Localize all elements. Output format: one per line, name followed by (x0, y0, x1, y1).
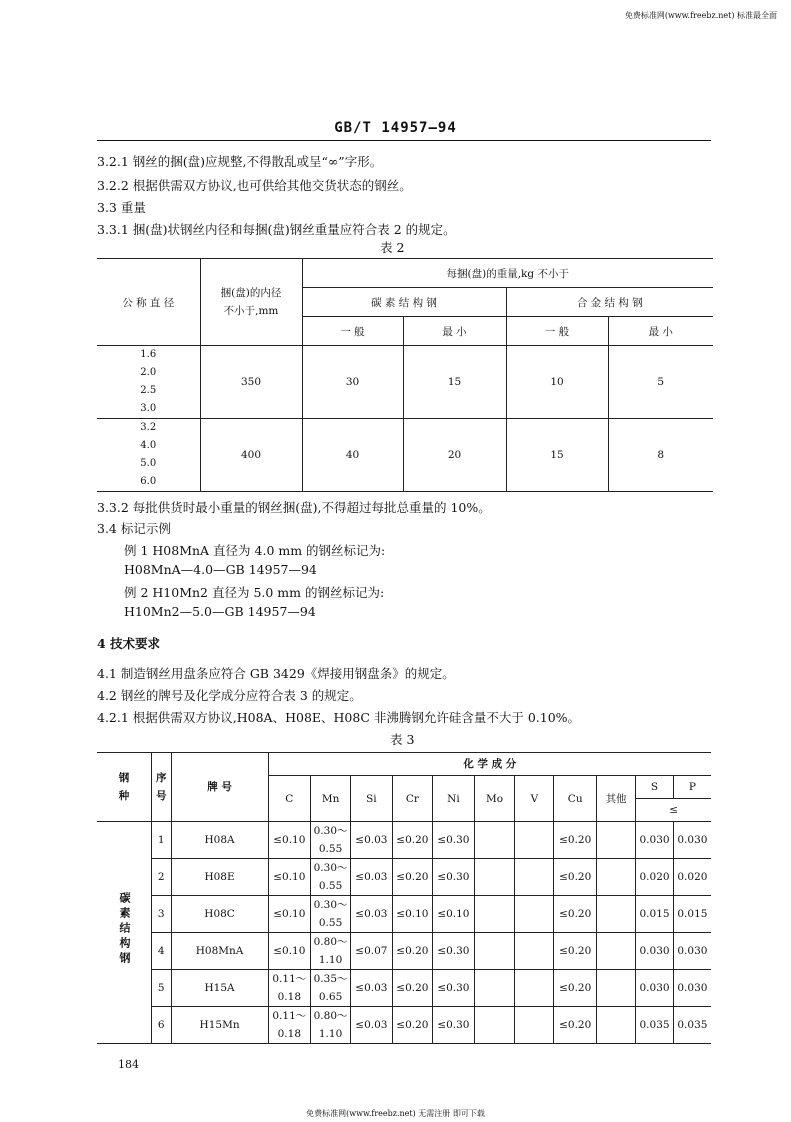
steel-kind-label: 碳素结构钢 (118, 892, 131, 967)
para-4-1: 4.1 制造钢丝用盘条应符合 GB 3429《焊接用钢盘条》的规定。 (97, 666, 455, 681)
other (596, 933, 635, 970)
th-s: S (636, 776, 674, 799)
carbon-general: 30 (302, 346, 403, 419)
si: ≤0.03 (351, 896, 393, 933)
table-row (97, 859, 711, 896)
para-4-2-1: 4.2.1 根据供需双方协议,H08A、H08E、H08C 非沸腾钢允许硅含量不大于 0.10%。 (97, 710, 581, 725)
table-row (97, 419, 713, 492)
mo (474, 970, 515, 1007)
alloy-general: 15 (506, 419, 608, 492)
diameter-list: 3.2 4.0 5.0 6.0 (97, 419, 200, 492)
v (515, 970, 554, 1007)
th-inner-diameter: 捆(盘)的内径 不小于,mm (200, 259, 302, 346)
th-cu: Cu (554, 776, 596, 822)
example-1: 例 1 H08MnA 直径为 4.0 mm 的钢丝标记为: (124, 543, 386, 558)
example-2-mark: H10Mn2—5.0—GB 14957—94 (124, 604, 316, 619)
s: 0.030 (636, 933, 674, 970)
other (596, 859, 635, 896)
table-row (97, 346, 713, 419)
grade: H08E (171, 859, 268, 896)
th-serial-no: 序 号 (152, 753, 172, 822)
cr: ≤0.20 (392, 970, 433, 1007)
si: ≤0.03 (351, 1007, 393, 1044)
c: ≤0.10 (268, 933, 310, 970)
heading-3-4: 3.4 标记示例 (97, 521, 171, 536)
th-ni: Ni (433, 776, 475, 822)
mn: 0.30～ 0.55 (311, 859, 351, 896)
mn: 0.35～ 0.65 (311, 970, 351, 1007)
mn: 0.30～ 0.55 (311, 822, 351, 859)
page-number: 184 (118, 1058, 139, 1071)
cu: ≤0.20 (554, 1007, 596, 1044)
header-note: 免费标准网(www.freebz.net) 标准最全面 (624, 11, 777, 20)
grade: H08MnA (171, 933, 268, 970)
serial-no: 1 (152, 822, 172, 859)
table-row (97, 1007, 711, 1044)
cr: ≤0.20 (392, 933, 433, 970)
cr: ≤0.20 (392, 1007, 433, 1044)
other (596, 970, 635, 1007)
th-carbon-min: 最 小 (403, 317, 506, 346)
th-other: 其他 (596, 776, 635, 822)
alloy-min: 5 (608, 346, 713, 419)
serial-no: 5 (152, 970, 172, 1007)
th-alloy-steel: 合 金 结 构 钢 (506, 288, 713, 317)
th-mn: Mn (311, 776, 351, 822)
mo (474, 859, 515, 896)
v (515, 822, 554, 859)
serial-no: 4 (152, 933, 172, 970)
ni: ≤0.10 (433, 896, 475, 933)
si: ≤0.07 (351, 933, 393, 970)
th-weight: 每捆(盘)的重量,kg 不小于 (302, 259, 713, 288)
header-rule (97, 140, 711, 141)
th-c: C (268, 776, 310, 822)
grade: H15Mn (171, 1007, 268, 1044)
ni: ≤0.30 (433, 1007, 475, 1044)
serial-no: 3 (152, 896, 172, 933)
p: 0.035 (673, 1007, 711, 1044)
cu: ≤0.20 (554, 970, 596, 1007)
heading-4: 4 技术要求 (97, 636, 161, 651)
grade: H08C (171, 896, 268, 933)
v (515, 933, 554, 970)
v (515, 859, 554, 896)
para-3-2-2: 3.2.2 根据供需双方协议,也可供给其他交货状态的钢丝。 (97, 178, 412, 193)
ni: ≤0.30 (433, 822, 475, 859)
serial-no: 6 (152, 1007, 172, 1044)
v (515, 1007, 554, 1044)
cr: ≤0.10 (392, 896, 433, 933)
p: 0.030 (673, 970, 711, 1007)
para-3-3-2: 3.3.2 每批供货时最小重量的钢丝捆(盘),不得超过每批总重量的 10%。 (97, 500, 491, 515)
serial-no: 2 (152, 859, 172, 896)
p: 0.015 (673, 896, 711, 933)
c: 0.11～ 0.18 (268, 1007, 310, 1044)
steel-kind (97, 822, 152, 1044)
table-row (97, 933, 711, 970)
table-row (97, 896, 711, 933)
cr: ≤0.20 (392, 859, 433, 896)
diameter-list: 1.6 2.0 2.5 3.0 (97, 346, 200, 419)
grade: H15A (171, 970, 268, 1007)
c: ≤0.10 (268, 896, 310, 933)
si: ≤0.03 (351, 822, 393, 859)
alloy-general: 10 (506, 346, 608, 419)
v (515, 896, 554, 933)
s: 0.030 (636, 970, 674, 1007)
ni: ≤0.30 (433, 933, 475, 970)
grade: H08A (171, 822, 268, 859)
th-chemical: 化 学 成 分 (268, 753, 711, 776)
th-si: Si (351, 776, 393, 822)
other (596, 1007, 635, 1044)
th-steel-kind: 钢 种 (97, 753, 152, 822)
table-row (97, 970, 711, 1007)
cu: ≤0.20 (554, 896, 596, 933)
carbon-min: 15 (403, 346, 506, 419)
inner-diameter: 350 (200, 346, 302, 419)
mn: 0.80～ 1.10 (311, 933, 351, 970)
s: 0.035 (636, 1007, 674, 1044)
table2-caption: 表 2 (380, 240, 405, 255)
p: 0.030 (673, 933, 711, 970)
mo (474, 933, 515, 970)
th-le: ≤ (636, 799, 711, 822)
footer-note: 免费标准网(www.freebz.net) 无需注册 即可下载 (306, 1109, 485, 1118)
cr: ≤0.20 (392, 822, 433, 859)
c: ≤0.10 (268, 859, 310, 896)
inner-diameter: 400 (200, 419, 302, 492)
cu: ≤0.20 (554, 859, 596, 896)
alloy-min: 8 (608, 419, 713, 492)
cu: ≤0.20 (554, 933, 596, 970)
carbon-general: 40 (302, 419, 403, 492)
heading-3-3: 3.3 重量 (97, 200, 146, 215)
th-carbon-general: 一 般 (302, 317, 403, 346)
table3-caption: 表 3 (390, 732, 415, 747)
standard-code: GB/T 14957—94 (334, 120, 457, 136)
example-2: 例 2 H10Mn2 直径为 5.0 mm 的钢丝标记为: (124, 585, 385, 600)
ni: ≤0.30 (433, 859, 475, 896)
th-diameter: 公 称 直 径 (97, 259, 200, 346)
si: ≤0.03 (351, 859, 393, 896)
para-3-2-1: 3.2.1 钢丝的捆(盘)应规整,不得散乱或呈“∞”字形。 (97, 154, 383, 169)
mo (474, 822, 515, 859)
other (596, 822, 635, 859)
mn: 0.80～ 1.10 (311, 1007, 351, 1044)
th-mo: Mo (474, 776, 515, 822)
s: 0.020 (636, 859, 674, 896)
carbon-min: 20 (403, 419, 506, 492)
c: ≤0.10 (268, 822, 310, 859)
mo (474, 1007, 515, 1044)
p: 0.020 (673, 859, 711, 896)
th-cr: Cr (392, 776, 433, 822)
p: 0.030 (673, 822, 711, 859)
th-v: V (515, 776, 554, 822)
table-row (97, 822, 711, 859)
example-1-mark: H08MnA—4.0—GB 14957—94 (124, 562, 317, 577)
th-grade: 牌 号 (171, 753, 268, 822)
para-4-2: 4.2 钢丝的牌号及化学成分应符合表 3 的规定。 (97, 688, 362, 703)
c: 0.11～ 0.18 (268, 970, 310, 1007)
s: 0.030 (636, 822, 674, 859)
th-p: P (673, 776, 711, 799)
mn: 0.30～ 0.55 (311, 896, 351, 933)
th-alloy-general: 一 般 (506, 317, 608, 346)
para-3-3-1: 3.3.1 捆(盘)状钢丝内径和每捆(盘)钢丝重量应符合表 2 的规定。 (97, 222, 456, 237)
table-3 (97, 752, 711, 1044)
s: 0.015 (636, 896, 674, 933)
th-alloy-min: 最 小 (608, 317, 713, 346)
th-carbon-steel: 碳 素 结 构 钢 (302, 288, 506, 317)
other (596, 896, 635, 933)
si: ≤0.03 (351, 970, 393, 1007)
ni: ≤0.30 (433, 970, 475, 1007)
table-2 (97, 258, 713, 492)
cu: ≤0.20 (554, 822, 596, 859)
mo (474, 896, 515, 933)
